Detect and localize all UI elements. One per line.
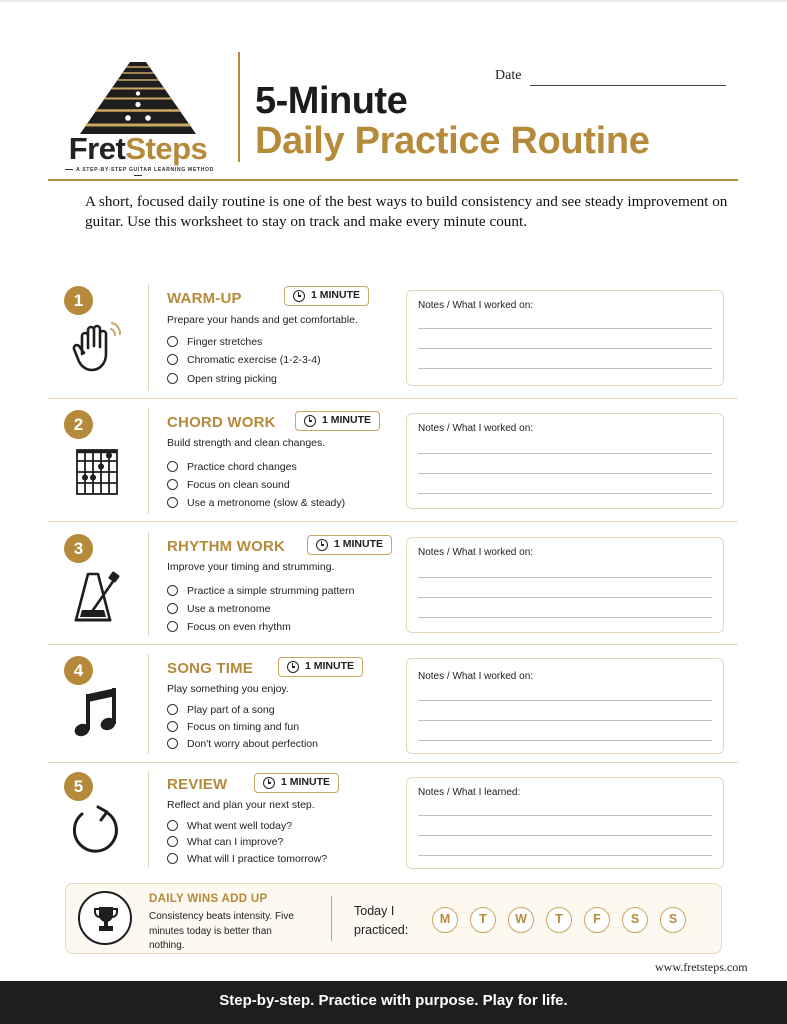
section-number: 4 — [64, 656, 93, 685]
checkbox-circle[interactable] — [167, 836, 178, 847]
notes-label: Notes / What I worked on: — [418, 671, 534, 682]
day-wednesday[interactable]: W — [508, 907, 534, 933]
notes-line[interactable] — [418, 493, 712, 494]
page-title-line1: 5-Minute — [255, 80, 408, 122]
checkbox-circle[interactable] — [167, 479, 178, 490]
section-warm-up — [48, 284, 738, 398]
checklist-item[interactable]: Focus on timing and fun — [167, 720, 299, 734]
brand-tagline: A STEP-BY-STEP GUITAR LEARNING METHOD — [58, 167, 218, 179]
clock-icon — [316, 539, 328, 551]
checkbox-circle[interactable] — [167, 336, 178, 347]
clock-icon — [293, 290, 305, 302]
day-saturday[interactable]: S — [622, 907, 648, 933]
duration-badge: 1 MINUTE — [295, 411, 380, 431]
checkbox-circle[interactable] — [167, 461, 178, 472]
clock-icon — [287, 661, 299, 673]
section-number: 1 — [64, 286, 93, 315]
checkbox-circle[interactable] — [167, 585, 178, 596]
wins-text: Consistency beats intensity. Five minutes today is better than nothing. — [149, 911, 294, 951]
checklist-item[interactable]: What will I practice tomorrow? — [167, 852, 327, 866]
notes-box[interactable] — [406, 658, 724, 754]
header-divider — [238, 52, 240, 162]
section-chord-work — [48, 408, 738, 522]
brand-name: FretSteps — [68, 131, 208, 166]
date-field[interactable] — [530, 85, 726, 86]
page-title-line2: Daily Practice Routine — [255, 120, 650, 162]
notes-line[interactable] — [418, 720, 712, 721]
daily-wins-panel — [65, 883, 722, 954]
notes-line[interactable] — [418, 473, 712, 474]
section-description: Build strength and clean changes. — [167, 437, 326, 449]
duration-badge: 1 MINUTE — [284, 286, 369, 306]
checklist-item[interactable]: Focus on even rhythm — [167, 620, 291, 634]
duration-badge: 1 MINUTE — [307, 535, 392, 555]
notes-label: Notes / What I worked on: — [418, 300, 534, 311]
checklist-item[interactable]: Practice a simple strumming pattern — [167, 584, 354, 598]
duration-badge: 1 MINUTE — [278, 657, 363, 677]
notes-line[interactable] — [418, 815, 712, 816]
notes-line[interactable] — [418, 597, 712, 598]
checklist-item[interactable]: What went well today? — [167, 819, 292, 833]
checkbox-circle[interactable] — [167, 704, 178, 715]
notes-box[interactable] — [406, 777, 724, 869]
section-review — [48, 771, 738, 875]
checkbox-circle[interactable] — [167, 820, 178, 831]
section-description: Prepare your hands and get comfortable. — [167, 314, 358, 326]
section-separator — [48, 521, 738, 522]
checklist-item[interactable]: Finger stretches — [167, 335, 262, 349]
hand-wave-icon — [68, 320, 124, 376]
section-description: Play something you enjoy. — [167, 683, 289, 695]
checklist-item[interactable]: Don't worry about perfection — [167, 737, 318, 751]
section-title: SONG TIME — [167, 660, 253, 677]
day-thursday[interactable]: T — [546, 907, 572, 933]
duration-badge: 1 MINUTE — [254, 773, 339, 793]
section-divider — [148, 532, 149, 636]
section-description: Improve your timing and strumming. — [167, 561, 335, 573]
section-song-time — [48, 654, 738, 762]
notes-box[interactable] — [406, 537, 724, 633]
notes-line[interactable] — [418, 348, 712, 349]
notes-box[interactable] — [406, 413, 724, 509]
section-title: CHORD WORK — [167, 414, 276, 431]
notes-label: Notes / What I worked on: — [418, 423, 534, 434]
chord-diagram-icon — [68, 444, 124, 500]
section-number: 2 — [64, 410, 93, 439]
day-friday[interactable]: F — [584, 907, 610, 933]
wins-divider — [331, 896, 332, 941]
section-separator — [48, 398, 738, 399]
checkbox-circle[interactable] — [167, 853, 178, 864]
notes-label: Notes / What I learned: — [418, 787, 521, 798]
section-number: 5 — [64, 772, 93, 801]
section-title: WARM-UP — [167, 290, 242, 307]
notes-box[interactable] — [406, 290, 724, 386]
checklist-item[interactable]: Focus on clean sound — [167, 478, 290, 492]
section-divider — [148, 654, 149, 754]
section-separator — [48, 762, 738, 763]
checkbox-circle[interactable] — [167, 738, 178, 749]
notes-line[interactable] — [418, 855, 712, 856]
checklist-item[interactable]: Use a metronome — [167, 602, 270, 616]
notes-line[interactable] — [418, 740, 712, 741]
footer-bar — [0, 981, 787, 1024]
notes-label: Notes / What I worked on: — [418, 547, 534, 558]
top-rule — [0, 0, 787, 2]
section-number: 3 — [64, 534, 93, 563]
clock-icon — [263, 777, 275, 789]
notes-line[interactable] — [418, 453, 712, 454]
checkbox-circle[interactable] — [167, 603, 178, 614]
date-label: Date — [495, 68, 522, 83]
fretsteps-logo — [58, 58, 218, 176]
section-divider — [148, 408, 149, 514]
section-title: RHYTHM WORK — [167, 538, 286, 555]
clock-icon — [304, 415, 316, 427]
wins-title: DAILY WINS ADD UP — [149, 893, 268, 905]
checklist-item[interactable]: Play part of a song — [167, 703, 275, 717]
checkbox-circle[interactable] — [167, 621, 178, 632]
metronome-icon — [68, 570, 124, 626]
fretboard-icon — [80, 62, 196, 134]
checklist-item[interactable]: Chromatic exercise (1-2-3-4) — [167, 353, 321, 367]
notes-line[interactable] — [418, 368, 712, 369]
section-description: Reflect and plan your next step. — [167, 799, 315, 811]
day-sunday[interactable]: S — [660, 907, 686, 933]
notes-line[interactable] — [418, 700, 712, 701]
checklist-item[interactable]: What can I improve? — [167, 835, 283, 849]
checklist-item[interactable]: Practice chord changes — [167, 460, 297, 474]
day-tuesday[interactable]: T — [470, 907, 496, 933]
notes-line[interactable] — [418, 328, 712, 329]
notes-line[interactable] — [418, 835, 712, 836]
footer-slogan: Step-by-step. Practice with purpose. Play for life. — [219, 992, 568, 1009]
refresh-icon — [68, 803, 124, 859]
notes-line[interactable] — [418, 577, 712, 578]
checkbox-circle[interactable] — [167, 721, 178, 732]
section-divider — [148, 771, 149, 867]
checklist-item[interactable]: Open string picking — [167, 372, 277, 386]
section-divider — [148, 284, 149, 390]
section-rhythm-work — [48, 532, 738, 644]
checklist-item[interactable]: Use a metronome (slow & steady) — [167, 496, 345, 510]
header-rule — [48, 179, 738, 181]
checkbox-circle[interactable] — [167, 497, 178, 508]
practiced-label: Today I practiced: — [354, 904, 409, 937]
section-separator — [48, 644, 738, 645]
day-monday[interactable]: M — [432, 907, 458, 933]
notes-line[interactable] — [418, 617, 712, 618]
intro-text: A short, focused daily routine is one of the best ways to build consistency and see steady improvement on guitar. Use this worksheet to stay on track and make every minute count. — [85, 193, 728, 230]
checkbox-circle[interactable] — [167, 373, 178, 384]
music-note-icon — [68, 686, 124, 742]
website-link[interactable]: www.fretsteps.com — [655, 960, 748, 974]
section-title: REVIEW — [167, 776, 228, 793]
checkbox-circle[interactable] — [167, 354, 178, 365]
trophy-icon — [78, 891, 132, 945]
